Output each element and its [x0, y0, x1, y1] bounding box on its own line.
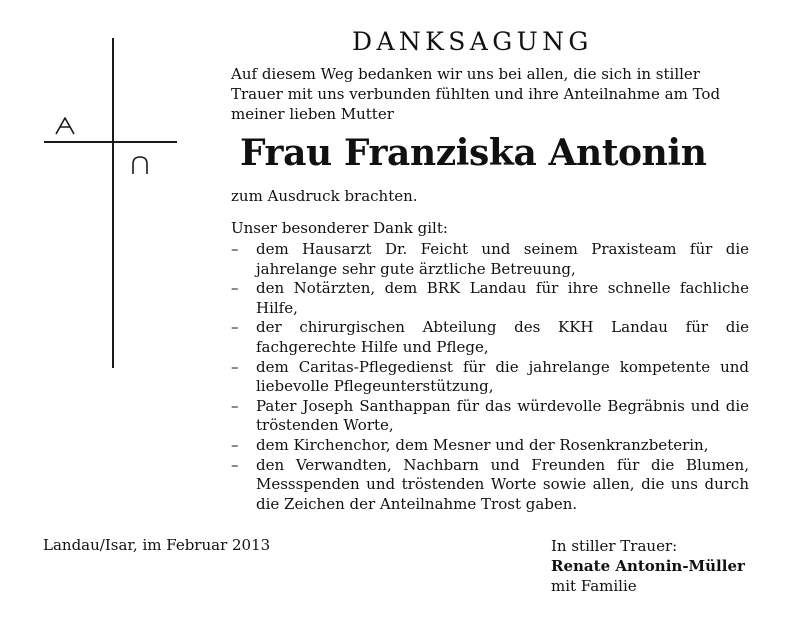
place-date: Landau/Isar, im Februar 2013 — [43, 536, 271, 554]
list-item: – den Verwandten, Nachbarn und Freunden für die Blumen, Messspenden und tröstenden Worte sowie allen, die uns durch die Zeichen der Anteilnahme Trost gaben. — [231, 455, 749, 513]
deceased-name: Frau Franziska Antonin — [240, 132, 707, 174]
signature-family: mit Familie — [551, 577, 637, 595]
list-item: – der chirurgischen Abteilung des KKH Landau für die fachgerechte Hilfe und Pflege, — [231, 318, 749, 356]
list-item: – den Notärzten, dem BRK Landau für ihre schnelle fachliche Hilfe, — [231, 279, 749, 317]
thanks-heading: Unser besonderer Dank gilt: — [231, 219, 448, 237]
signature-block — [551, 536, 745, 596]
thanks-list — [231, 240, 749, 514]
list-item: – Pater Joseph Santhappan für das würdevolle Begräbnis und die tröstenden Worte, — [231, 396, 749, 435]
after-name-text: zum Ausdruck brachten. — [231, 187, 418, 205]
cross-horizontal-bar — [44, 141, 177, 143]
signature-name: Renate Antonin-Müller — [551, 557, 745, 575]
omega-icon — [131, 155, 149, 175]
alpha-icon — [54, 116, 76, 136]
page-title: DANKSAGUNG — [352, 27, 593, 56]
list-item: – dem Hausarzt Dr. Feicht und seinem Praxisteam für die jahrelange sehr gute ärztliche Betreuung, — [231, 240, 749, 278]
list-item: – dem Caritas-Pflegedienst für die jahrelange kompetente und liebevolle Pflegeunterstützung, — [231, 357, 749, 396]
list-item: – dem Kirchenchor, dem Mesner und der Rosenkranzbeterin, — [231, 435, 709, 454]
intro-text: Auf diesem Weg bedanken wir uns bei allen, die sich in stiller Trauer mit uns verbunden fühlten und ihre Anteilnahme am Tod meiner lieben Mutter — [231, 65, 721, 123]
cross-vertical-bar — [112, 38, 114, 368]
signature-line: In stiller Trauer: — [551, 537, 678, 555]
